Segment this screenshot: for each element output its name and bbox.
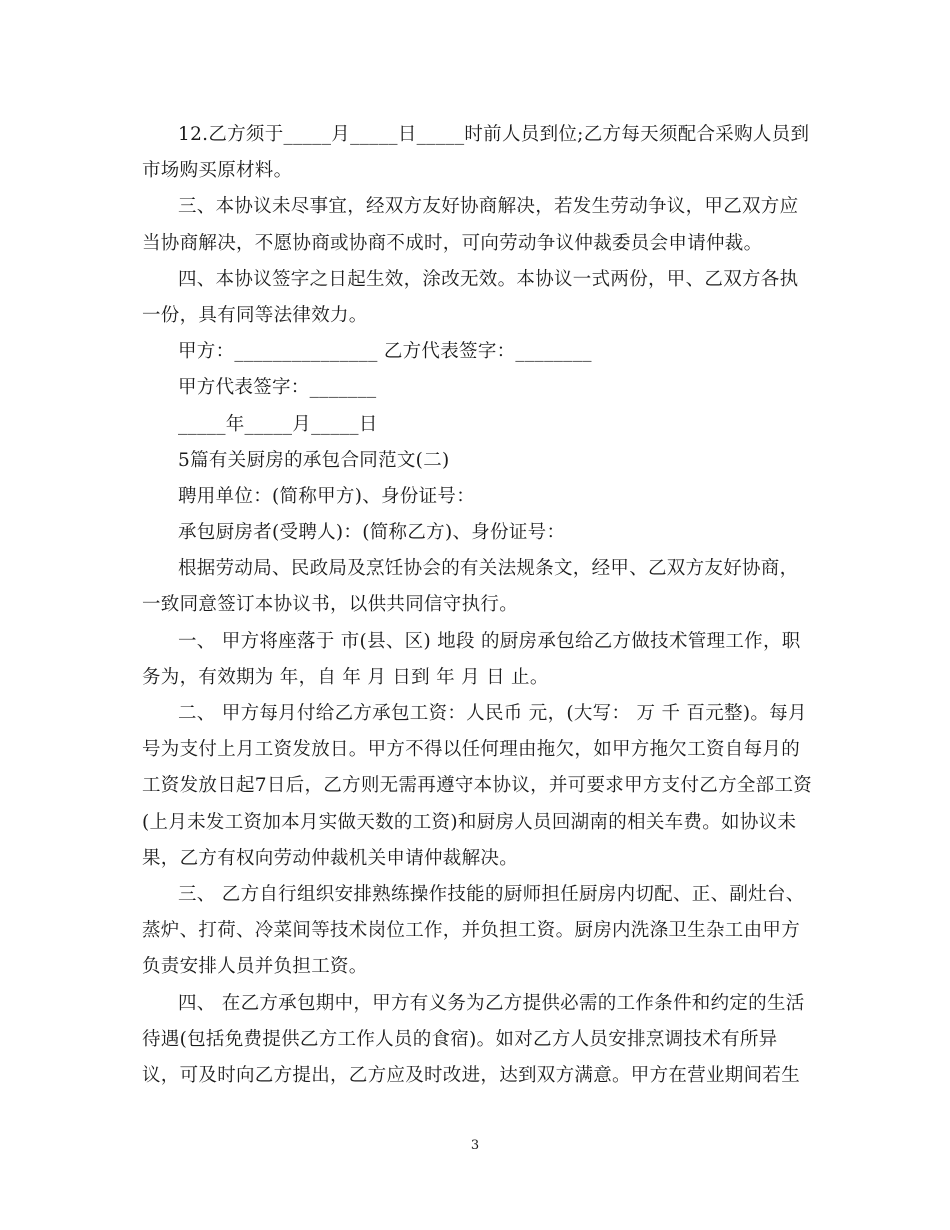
document-body xyxy=(142,117,814,1094)
text-line: 一、 甲方将座落于 市(县、区) 地段 的厨房承包给乙方做技术管理工作，职 xyxy=(178,630,801,652)
text-line: _____年_____月_____日 xyxy=(178,413,378,435)
text-line: 蒸炉、打荷、冷菜间等技术岗位工作，并负担工资。厨房内洗涤卫生杂工由甲方 xyxy=(142,920,801,942)
text-line: 三、本协议未尽事宜，经双方友好协商解决，若发生劳动争议，甲乙双方应 xyxy=(178,196,799,218)
text-line: 三、 乙方自行组织安排熟练操作技能的厨师担任厨房内切配、正、副灶台、 xyxy=(178,883,805,905)
text-line: 5篇有关厨房的承包合同范文(二) xyxy=(178,449,450,471)
contract-text xyxy=(142,117,814,1094)
text-line: 二、 甲方每月付给乙方承包工资：人民币 元，(大写： 万 千 百元整)。每月 xyxy=(178,703,807,724)
text-line: 四、本协议签字之日起生效，涂改无效。本协议一式两份，甲、乙双方各执 xyxy=(178,268,799,290)
text-line: 一致同意签订本协议书，以供共同信守执行。 xyxy=(142,594,519,616)
text-line: 当协商解决，不愿协商或协商不成时，可向劳动争议仲裁委员会申请仲裁。 xyxy=(142,232,763,254)
text-line: 待遇(包括免费提供乙方工作人员的食宿)。如对乙方人员安排烹调技术有所异 xyxy=(142,1028,778,1050)
text-line: 一份，具有同等法律效力。 xyxy=(142,304,368,326)
text-line: 12.乙方须于_____月_____日_____时前人员到位;乙方每天须配合采购人员到 xyxy=(178,124,810,145)
text-line: 甲方：_______________ 乙方代表签字：________ xyxy=(178,341,592,363)
text-line: 果，乙方有权向劳动仲裁机关申请仲裁解决。 xyxy=(142,847,519,869)
text-line: 承包厨房者(受聘人)：(简称乙方)、身份证号： xyxy=(178,522,566,544)
text-line: 议，可及时向乙方提出，乙方应及时改进，达到双方满意。甲方在营业期间若生 xyxy=(142,1064,801,1086)
text-line: 四、 在乙方承包期中，甲方有义务为乙方提供必需的工作条件和约定的生活 xyxy=(178,992,805,1014)
text-line: 务为，有效期为 年，自 年 月 日到 年 月 日 止。 xyxy=(142,666,549,688)
text-line: 号为支付上月工资发放日。甲方不得以任何理由拖欠，如甲方拖欠工资自每月的 xyxy=(142,739,801,761)
text-line: 负责安排人员并负担工资。 xyxy=(142,956,368,978)
text-line: 市场购买原材料。 xyxy=(142,160,293,182)
text-line: 根据劳动局、民政局及烹饪协会的有关法规条文，经甲、乙双方友好协商， xyxy=(178,558,799,580)
text-line: (上月未发工资加本月实做天数的工资)和厨房人员回湖南的相关车费。如协议未 xyxy=(142,811,797,833)
page-number: 3 xyxy=(470,1138,480,1153)
text-line: 甲方代表签字：_______ xyxy=(178,377,377,399)
text-line: 工资发放日起7日后，乙方则无需再遵守本协议，并可要求甲方支付乙方全部工资 xyxy=(142,775,813,797)
text-line: 聘用单位：(简称甲方)、身份证号： xyxy=(178,485,476,507)
